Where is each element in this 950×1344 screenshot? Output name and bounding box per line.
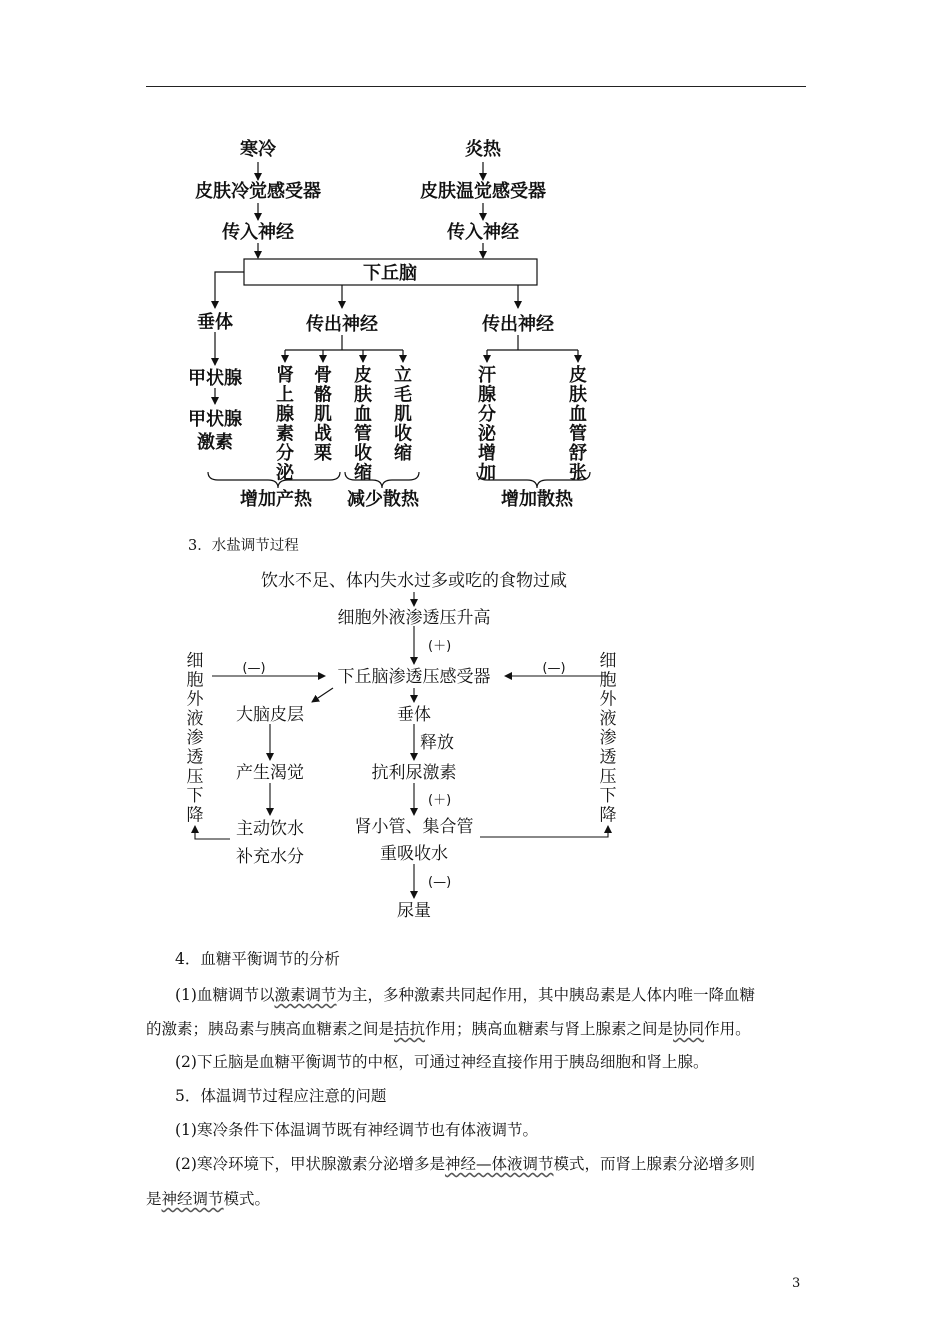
v-vessel-dilate-char: 皮 [569,365,587,386]
pituitary2-label: 垂体 [397,705,431,725]
section4-p1-line2 [146,1019,751,1039]
v-vessel-contract-char: 皮 [354,365,372,386]
section5-p2-line1 [175,1154,755,1174]
efferent-right-label: 传出神经 [482,314,554,335]
v-hair-char: 肌 [394,404,412,425]
v-adrenal-char: 肾 [276,365,294,386]
v-adrenal-char: 泌 [276,462,294,484]
v-muscle-char: 骨 [314,365,332,386]
v-muscle-char: 战 [314,423,332,445]
v-adrenal-char: 腺 [276,404,294,425]
thirst-label: 产生渴觉 [236,763,304,783]
v-left-char: 液 [186,708,204,729]
cold-label: 寒冷 [240,139,276,160]
v-right-char: 细 [599,651,617,671]
v-vessel-contract-char: 血 [354,404,372,425]
key-term: 神经调节 [161,1190,224,1208]
v-right-char: 胞 [599,670,617,691]
plus-sign-1: (＋) [428,639,452,654]
minus-sign-left: (—) [242,661,266,676]
v-hair-char: 毛 [394,384,412,406]
text-span: 模式，而肾上腺素分泌增多则 [553,1155,755,1173]
v-hair-char: 缩 [394,443,412,464]
v-right-char: 下 [599,786,617,807]
v-adrenal-char: 素 [276,423,294,445]
v-hair-char: 立 [394,365,412,386]
cold-receptor-label: 皮肤冷觉感受器 [195,181,321,202]
text-span: 作用；胰高血糖素与肾上腺素之间是 [425,1020,674,1038]
minus-sign-right: (—) [542,661,566,676]
key-term: 神经—体液调节 [444,1155,554,1173]
reabsorb-label: 重吸收水 [380,844,448,864]
v-right-char: 渗 [599,728,617,749]
section5-p2-line2 [146,1189,270,1209]
thyroid-label: 甲状腺 [188,368,242,389]
drink-line2: 补充水分 [236,847,304,867]
water-cause-label: 饮水不足、体内失水过多或吃的食物过咸 [261,571,567,591]
osmoreceptor-label: 下丘脑渗透压感受器 [337,667,491,687]
v-hair-char: 收 [394,423,412,445]
drink-line1: 主动饮水 [236,819,304,839]
text-span: 作用。 [704,1020,751,1038]
v-sweat-char: 腺 [478,384,496,406]
key-term: 激素调节 [274,986,337,1004]
key-term: 拮抗 [394,1020,426,1038]
brace-inc-heat [208,472,340,488]
v-right-char: 降 [599,805,617,826]
v-sweat-char: 加 [478,462,496,484]
inc-loss-label: 增加散热 [501,489,573,510]
v-muscle-char: 骼 [314,384,332,406]
thyroid-hormone-line2: 激素 [197,432,233,453]
v-right-char: 透 [599,747,617,768]
v-vessel-contract-char: 缩 [354,462,372,484]
v-left-char: 压 [186,766,204,787]
v-adrenal-char: 分 [276,443,294,464]
v-left-char: 下 [186,786,204,807]
v-left-char: 透 [186,747,204,768]
v-muscle-char: 肌 [314,404,332,425]
v-vessel-contract-char: 肤 [354,384,372,406]
v-sweat-char: 泌 [478,423,496,445]
v-sweat-char: 汗 [478,365,496,386]
text-span: 的激素；胰岛素与胰高血糖素之间是 [146,1020,395,1038]
kidney-label: 肾小管、集合管 [354,817,474,837]
urine-label: 尿量 [397,901,431,921]
v-vessel-contract-char: 收 [354,443,372,464]
text-span: 模式。 [223,1190,271,1208]
warm-receptor-label: 皮肤温觉感受器 [420,181,546,202]
text-span: (1)血糖调节以 [175,986,275,1004]
pituitary-label: 垂体 [197,312,233,333]
minus-sign-3: (—) [428,875,452,890]
v-left-char: 渗 [186,728,204,749]
plus-sign-2: (＋) [428,793,452,808]
v-vessel-dilate-char: 张 [569,462,587,484]
v-left-char: 外 [186,689,204,710]
section5-p1: (1)寒冷条件下体温调节既有神经调节也有体液调节。 [175,1121,538,1139]
release-label: 释放 [420,733,454,753]
section3-title: 3．水盐调节过程 [188,538,299,554]
section4-p1-line1 [175,985,755,1005]
v-sweat-char: 增 [478,443,496,464]
ecf-up-label: 细胞外液渗透压升高 [337,608,491,628]
section4-p2: (2)下丘脑是血糖平衡调节的中枢，可通过神经直接作用于胰岛细胞和肾上腺。 [175,1053,709,1071]
v-left-char: 胞 [186,670,204,691]
dec-loss-label: 减少散热 [347,489,419,510]
v-left-char: 细 [186,651,204,671]
efferent-mid-label: 传出神经 [306,314,378,335]
afferent-right-label: 传入神经 [447,222,519,243]
afferent-left-label: 传入神经 [222,222,294,243]
v-right-char: 外 [599,689,617,710]
text-span: 为主，多种激素共同起作用，其中胰岛素是人体内唯一降血糖 [336,986,755,1004]
inc-heat-label: 增加产热 [240,489,312,510]
v-vessel-dilate-char: 血 [569,404,587,425]
section4-title: 4．血糖平衡调节的分析 [175,950,340,968]
adh-label: 抗利尿激素 [371,763,457,783]
cortex-label: 大脑皮层 [236,705,304,725]
v-vessel-dilate-char: 肤 [569,384,587,406]
v-left-char: 降 [186,805,204,826]
hot-label: 炎热 [465,139,501,160]
v-vessel-dilate-char: 管 [569,423,587,445]
section5-title: 5．体温调节过程应注意的问题 [175,1087,387,1105]
v-vessel-contract-char: 管 [354,423,372,445]
key-term: 协同 [673,1020,705,1038]
thyroid-hormone-line1: 甲状腺 [188,409,242,430]
v-right-char: 压 [599,766,617,787]
v-right-char: 液 [599,708,617,729]
v-vessel-dilate-char: 舒 [569,443,587,464]
v-adrenal-char: 上 [276,384,294,406]
hypothalamus-label: 下丘脑 [363,263,417,284]
page-number: 3 [792,1276,801,1291]
text-span: (2)寒冷环境下，甲状腺激素分泌增多是 [175,1155,445,1173]
v-muscle-char: 栗 [314,443,332,464]
text-span: 是 [146,1190,162,1208]
v-sweat-char: 分 [478,404,496,425]
